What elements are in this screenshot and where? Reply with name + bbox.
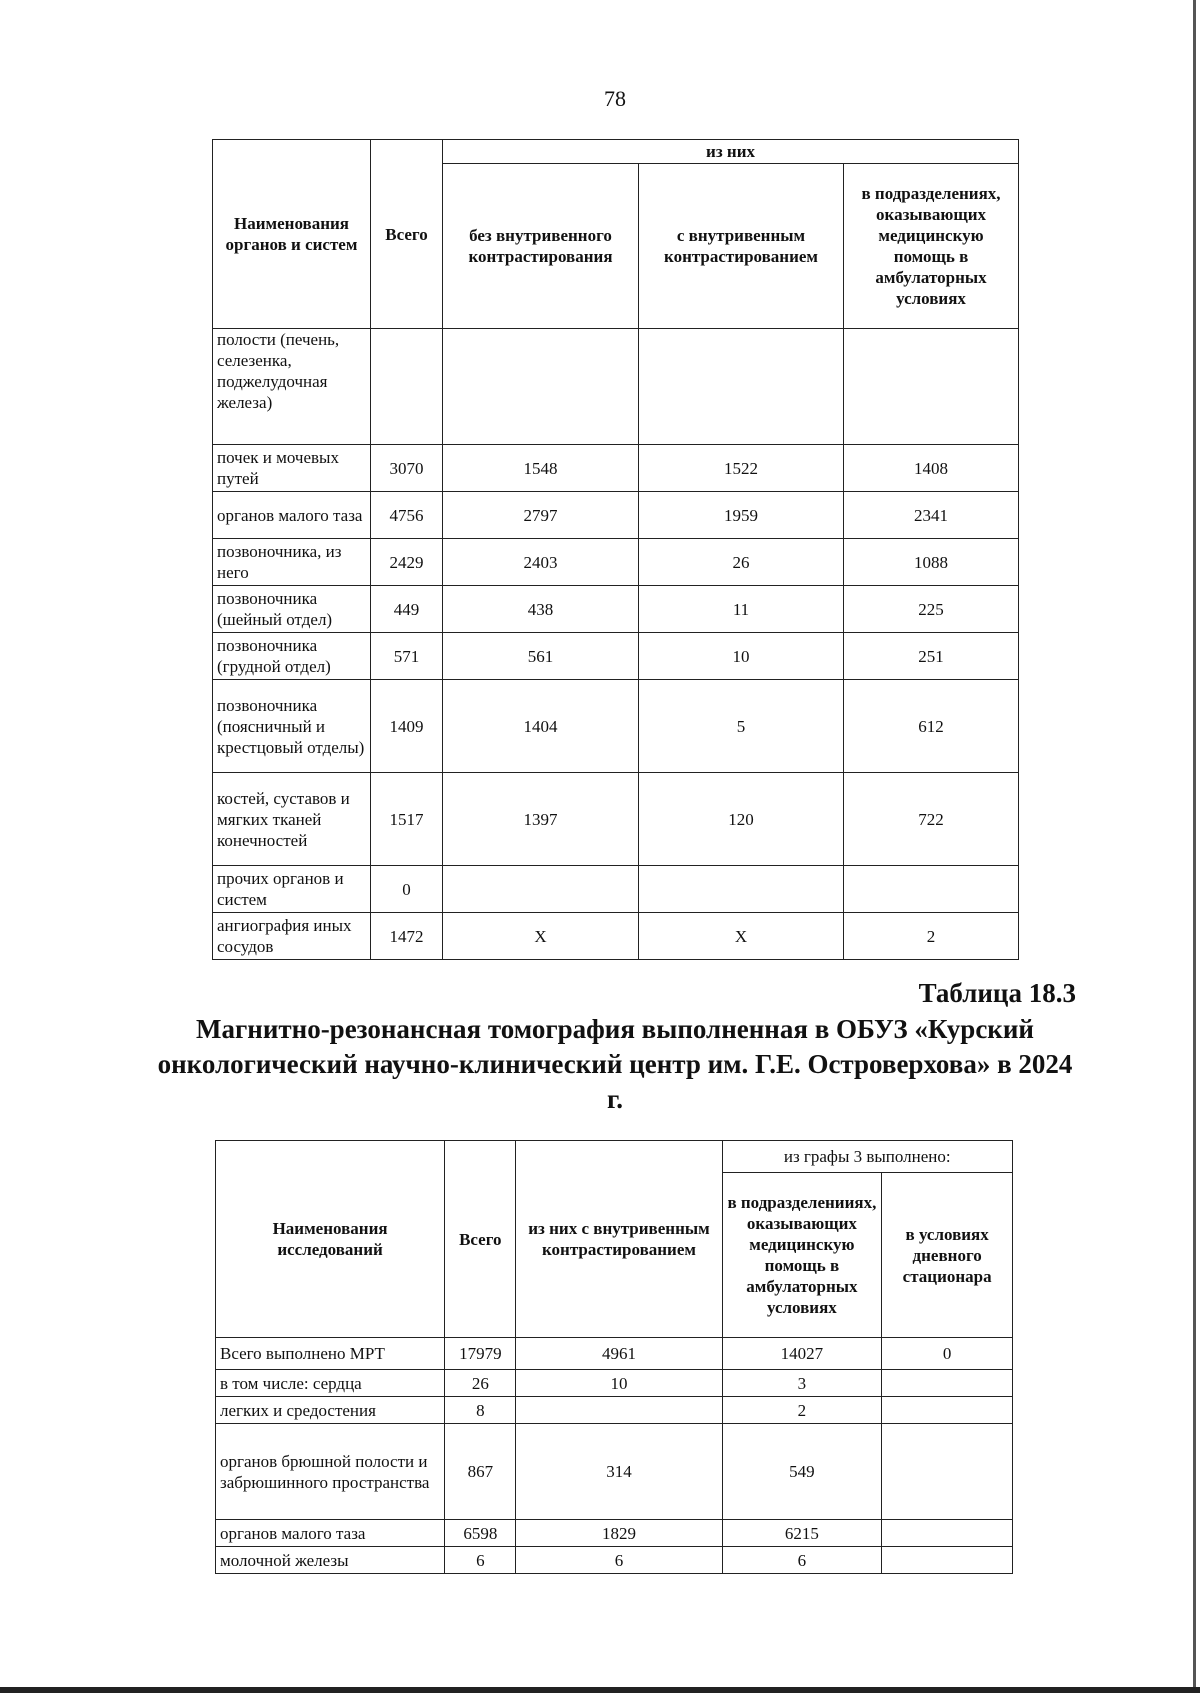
row-with: 10	[516, 1370, 722, 1397]
row-name: полости (печень, селезенка, поджелудочная железа)	[213, 329, 371, 445]
row-with: 11	[639, 586, 844, 633]
scan-edge-bottom	[0, 1687, 1200, 1693]
header-group-from-col3: из графы 3 выполнено:	[722, 1141, 1013, 1173]
row-total: 2429	[371, 539, 443, 586]
row-without: 1548	[443, 445, 639, 492]
row-without: 2797	[443, 492, 639, 539]
row-with: 1829	[516, 1520, 722, 1547]
row-day: 0	[882, 1338, 1013, 1370]
row-total: 1517	[371, 773, 443, 866]
row-with: 1959	[639, 492, 844, 539]
row-total: 6	[445, 1547, 516, 1574]
table-row	[213, 492, 1019, 539]
mri-table	[215, 1140, 1013, 1574]
row-name: позвоночника, из него	[213, 539, 371, 586]
row-total: 3070	[371, 445, 443, 492]
row-ambulatory: 1088	[844, 539, 1019, 586]
table-row	[213, 680, 1019, 773]
row-ambulatory: 6	[722, 1547, 882, 1574]
row-total: 26	[445, 1370, 516, 1397]
row-day	[882, 1370, 1013, 1397]
row-ambulatory: 2	[844, 913, 1019, 960]
table-caption-label: Таблица 18.3	[918, 978, 1076, 1008]
header-total: Всего	[371, 140, 443, 329]
row-without: 1404	[443, 680, 639, 773]
row-with	[516, 1397, 722, 1424]
header-study-name: Наименования исследований	[216, 1141, 445, 1338]
row-ambulatory: 3	[722, 1370, 882, 1397]
row-name: органов малого таза	[216, 1520, 445, 1547]
table-row	[213, 445, 1019, 492]
row-ambulatory	[844, 866, 1019, 913]
header-organ-name: Наименования органов и систем	[213, 140, 371, 329]
row-name: Всего выполнено МРТ	[216, 1338, 445, 1370]
row-without	[443, 329, 639, 445]
row-without: 561	[443, 633, 639, 680]
row-total: 1409	[371, 680, 443, 773]
row-total: 1472	[371, 913, 443, 960]
row-ambulatory: 14027	[722, 1338, 882, 1370]
row-name: почек и мочевых путей	[213, 445, 371, 492]
row-total: 8	[445, 1397, 516, 1424]
row-ambulatory: 225	[844, 586, 1019, 633]
table-row	[216, 1547, 1013, 1574]
row-name: позвоночника (поясничный и крестцовый отделы)	[213, 680, 371, 773]
row-total: 571	[371, 633, 443, 680]
row-ambulatory: 549	[722, 1424, 882, 1520]
row-with: 1522	[639, 445, 844, 492]
row-name: прочих органов и систем	[213, 866, 371, 913]
header-day-hospital: в условиях дневного стационара	[882, 1173, 1013, 1338]
header-ambulatory: в подразделенииях, оказывающих медицинскую помощь в амбулаторных условиях	[722, 1173, 882, 1338]
table-row	[213, 586, 1019, 633]
row-total: 4756	[371, 492, 443, 539]
row-without: 1397	[443, 773, 639, 866]
row-name: ангиография иных сосудов	[213, 913, 371, 960]
row-total: 6598	[445, 1520, 516, 1547]
row-name: легких и средостения	[216, 1397, 445, 1424]
row-ambulatory: 6215	[722, 1520, 882, 1547]
table-row	[213, 539, 1019, 586]
row-without: 2403	[443, 539, 639, 586]
header-with-contrast: из них с внутривенным контрастированием	[516, 1141, 722, 1338]
row-ambulatory	[844, 329, 1019, 445]
row-total: 0	[371, 866, 443, 913]
header-without-contrast: без внутривенного контрастирования	[443, 164, 639, 329]
row-total: 867	[445, 1424, 516, 1520]
header-total: Всего	[445, 1141, 516, 1338]
row-ambulatory: 2341	[844, 492, 1019, 539]
table-row	[216, 1520, 1013, 1547]
row-ambulatory: 2	[722, 1397, 882, 1424]
table-row	[216, 1424, 1013, 1520]
row-without: 438	[443, 586, 639, 633]
row-without: Х	[443, 913, 639, 960]
row-with: Х	[639, 913, 844, 960]
table-row	[216, 1370, 1013, 1397]
row-with: 120	[639, 773, 844, 866]
scan-edge-right	[1193, 0, 1196, 1693]
row-total: 449	[371, 586, 443, 633]
row-name: органов брюшной полости и забрюшинного пространства	[216, 1424, 445, 1520]
row-with: 314	[516, 1424, 722, 1520]
row-with: 6	[516, 1547, 722, 1574]
row-with: 5	[639, 680, 844, 773]
row-ambulatory: 251	[844, 633, 1019, 680]
row-total: 17979	[445, 1338, 516, 1370]
row-name: органов малого таза	[213, 492, 371, 539]
row-day	[882, 1547, 1013, 1574]
row-day	[882, 1520, 1013, 1547]
table-row	[213, 913, 1019, 960]
row-name: позвоночника (грудной отдел)	[213, 633, 371, 680]
row-with: 4961	[516, 1338, 722, 1370]
ct-table-continued	[212, 139, 1019, 960]
row-without	[443, 866, 639, 913]
page-number: 78	[604, 86, 626, 111]
row-ambulatory: 722	[844, 773, 1019, 866]
table-caption-title: Магнитно-резонансная томография выполненная в ОБУЗ «Курский онкологический научно-клинический центр им. Г.Е. Островерхова» в 2024 г.	[157, 1014, 1073, 1114]
row-with	[639, 329, 844, 445]
table-row	[213, 329, 1019, 445]
row-day	[882, 1424, 1013, 1520]
row-day	[882, 1397, 1013, 1424]
row-with: 26	[639, 539, 844, 586]
row-name: молочной железы	[216, 1547, 445, 1574]
table-row	[213, 773, 1019, 866]
row-with: 10	[639, 633, 844, 680]
header-ambulatory: в подразделениях, оказывающих медицинскую помощь в амбулаторных условиях	[844, 164, 1019, 329]
row-ambulatory: 1408	[844, 445, 1019, 492]
header-group-of-them: из них	[443, 140, 1019, 164]
table-row	[216, 1397, 1013, 1424]
table-row	[213, 633, 1019, 680]
row-ambulatory: 612	[844, 680, 1019, 773]
header-with-contrast: с внутривенным контрастированием	[639, 164, 844, 329]
table-row	[213, 866, 1019, 913]
row-total	[371, 329, 443, 445]
table-row	[216, 1338, 1013, 1370]
row-name: костей, суставов и мягких тканей конечностей	[213, 773, 371, 866]
row-with	[639, 866, 844, 913]
row-name: позвоночника (шейный отдел)	[213, 586, 371, 633]
row-name: в том числе: сердца	[216, 1370, 445, 1397]
